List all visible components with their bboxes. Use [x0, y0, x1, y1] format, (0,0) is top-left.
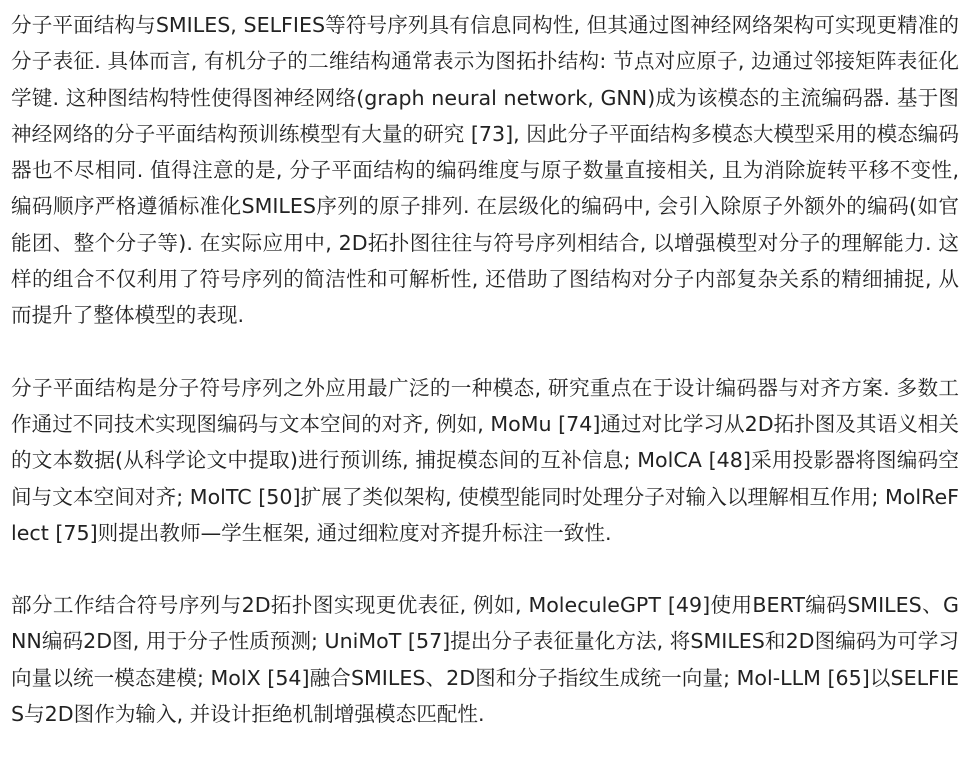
- paragraph-graph-encoding: 分子平面结构与SMILES, SELFIES等符号序列具有信息同构性, 但其通过图神经网络架构可实现更精准的分子表征. 具体而言, 有机分子的二维结构通常表示为图拓扑结构: 节点对应原子, 边通过邻接矩阵表征化学键. 这种图结构特性使得图神经网络(graph neural network, GNN)成为该模态的主流编码器. 基于图神经网络的分子平面结构预训练模型有大量的研究 [73], 因此分子平面结构多模态大模型采用的模态编码器也不尽相同. 值得注意的是, 分子平面结构的编码维度与原子数量直接相关, 且为消除旋转平移不变性, 编码顺序严格遵循标准化SMILES序列的原子排列. 在层级化的编码中, 会引入除原子外额外的编码(如官能团、整个分子等). 在实际应用中, 2D拓扑图往往与符号序列相结合, 以增强模型对分子的理解能力. 这样的组合不仅利用了符号序列的简洁性和可解析性, 还借助了图结构对分子内部复杂关系的精细捕捉, 从而提升了整体模型的表现.: [11, 13, 959, 328]
- paragraph-combined-representation: 部分工作结合符号序列与2D拓扑图实现更优表征, 例如, MoleculeGPT [49]使用BERT编码SMILES、GNN编码2D图, 用于分子性质预测; UniMoT [57]提出分子表征量化方法, 将SMILES和2D图编码为可学习向量以统一模态建模; MolX [54]融合SMILES、2D图和分子指纹生成统一向量; Mol-LLM [65]以SELFIES与2D图作为输入, 并设计拒绝机制增强模态匹配性.: [11, 593, 959, 727]
- paragraph-alignment-methods: 分子平面结构是分子符号序列之外应用最广泛的一种模态, 研究重点在于设计编码器与对齐方案. 多数工作通过不同技术实现图编码与文本空间的对齐, 例如, MoMu [74]通过对比学习从2D拓扑图及其语义相关的文本数据(从科学论文中提取)进行预训练, 捕捉模态间的互补信息; MolCA [48]采用投影器将图编码空间与文本空间对齐; MolTC [50]扩展了类似架构, 使模型能同时处理分子对输入以理解相互作用; MolReFlect [75]则提出教师—学生框架, 通过细粒度对齐提升标注一致性.: [11, 375, 959, 545]
